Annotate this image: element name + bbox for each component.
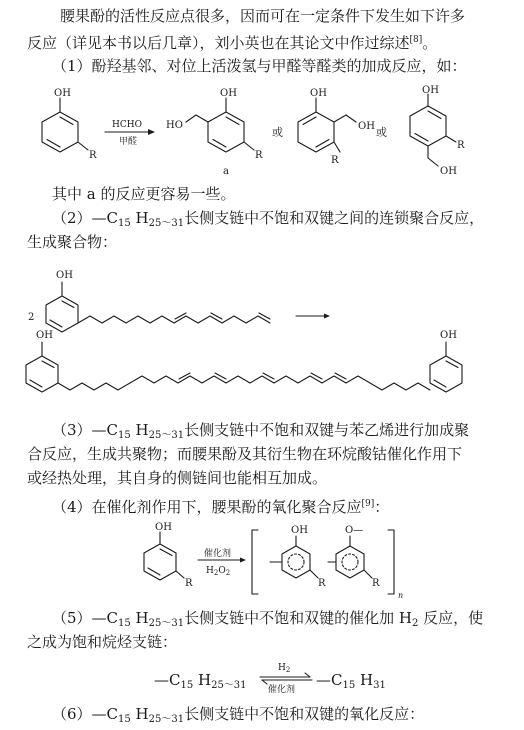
reactant-r-label: R	[89, 150, 97, 161]
reaction-arrow-1	[105, 120, 155, 147]
item-5-line-1	[52, 608, 483, 634]
polymer-unit-r2: R	[372, 578, 380, 589]
item-4-title	[52, 494, 389, 517]
figure-chain-polymerization	[0, 258, 524, 416]
item-4-text: （4）在催化剂作用下，腰果酚的氧化聚合反应	[52, 498, 362, 516]
hydrogenation-equation	[154, 660, 414, 696]
item-3-post: 长侧支链中不饱和双键与苯乙烯进行加成聚	[184, 421, 470, 439]
note-1-text: 其中 a 的反应更容易一些。	[52, 185, 236, 203]
item-2-text-2: 生成聚合物：	[27, 233, 118, 251]
product-c-r: R	[457, 140, 465, 151]
intro-line-1	[60, 6, 465, 26]
eq-h2-label: $H_2$	[278, 663, 291, 674]
item-5-line-2	[27, 632, 177, 652]
product-b-ch2oh: OH	[358, 121, 375, 132]
item-5-text-2: 之成为饱和烷烃支链：	[27, 633, 178, 651]
equilibrium-arrow	[256, 660, 316, 696]
item-3-h: H	[130, 421, 149, 439]
item-6-h: H	[130, 705, 149, 723]
oxidation-polymer	[252, 525, 403, 600]
monomer-cardanol	[28, 270, 330, 332]
item-5-pre: （5）—C	[52, 609, 119, 627]
item-5-h-sub: 25～31	[148, 618, 185, 629]
catalyst-label: 催化剂	[204, 549, 232, 559]
dimer-oh-left: OH	[36, 330, 53, 341]
or-word-2: 或	[376, 126, 387, 139]
item-3-line-2	[27, 444, 462, 464]
intro-line-2	[27, 30, 437, 53]
product-b-oh: OH	[310, 88, 327, 99]
item-1-title	[52, 56, 467, 76]
item-6-h-sub: 25～31	[148, 714, 185, 725]
reagent-hcho: HCHO	[112, 120, 142, 130]
product-a-oh: OH	[220, 88, 237, 99]
or-word-1: 或	[272, 126, 283, 139]
item-2-pre: （2）—C	[52, 209, 119, 227]
item-3-h-sub: 25～31	[148, 430, 185, 441]
item-2-line-2	[27, 232, 117, 252]
polymer-dimer	[26, 330, 462, 392]
item-6-pre: （6）—C	[52, 705, 119, 723]
citation-9: [9]	[361, 499, 375, 509]
product-a-r: R	[255, 150, 263, 161]
coefficient-2: 2	[28, 312, 35, 323]
item-5-post-a: 长侧支链中不饱和双键的催化加 H	[184, 609, 412, 627]
polymer-unit-ether: O—	[345, 525, 364, 536]
eq-left: $—C_{15}$ $H_{25\sim 31}$	[154, 671, 247, 691]
oxidation-reactant	[144, 522, 193, 589]
item-5-c-sub: 15	[118, 618, 131, 629]
oxidant-h2o2: $H_2O_2$	[206, 566, 231, 577]
item-1-text: （1）酚羟基邻、对位上活泼氢与甲醛等醛类的加成反应，如：	[52, 57, 467, 75]
product-a-label: a	[223, 166, 229, 177]
oxidation-reactant-oh: OH	[155, 522, 172, 533]
oxidation-arrow	[198, 547, 246, 577]
product-a	[166, 88, 263, 177]
polymer-unit-r1: R	[318, 578, 326, 589]
item-3-text-3: 或经热处理，其自身的侧链间也能相互加成。	[27, 469, 328, 487]
product-c-ch2oh: OH	[440, 166, 457, 177]
monomer-oh: OH	[56, 270, 73, 281]
item-2-line-1	[52, 208, 484, 234]
item-6-c-sub: 15	[118, 714, 131, 725]
item-6-line-1	[52, 704, 424, 730]
dimer-oh-right: OH	[440, 330, 457, 341]
item-2-c-sub: 15	[118, 218, 131, 229]
product-b	[298, 88, 375, 166]
item-5-post-b: 反应，使	[418, 609, 484, 627]
item-4-colon: ：	[374, 498, 390, 516]
product-a-ho: HO	[166, 120, 183, 131]
item-3-text-2: 合反应，生成共聚物；而腰果酚及其衍生物在环烷酸钴催化作用下	[27, 445, 463, 463]
item-3-line-1	[52, 420, 469, 446]
item-3-line-3	[27, 468, 327, 488]
intro-text-2: 反应（详见本书以后几章），刘小英也在其论文中作过综述	[27, 34, 410, 52]
polymer-unit-oh: OH	[291, 525, 308, 536]
item-2-h: H	[130, 209, 149, 227]
item-5-h2-sub: 2	[411, 618, 419, 629]
reactant-oh-label: OH	[54, 88, 71, 99]
citation-8: [8]	[409, 35, 423, 45]
intro-text-1: 腰果酚的活性反应点很多，因而可在一定条件下发生如下许多	[60, 7, 466, 25]
item-6-post: 长侧支链中不饱和双键的氧化反应：	[184, 705, 425, 723]
item-2-h-sub: 25～31	[148, 218, 185, 229]
eq-catalyst-label: 催化剂	[268, 685, 296, 695]
figure-formaldehyde-addition	[0, 84, 524, 180]
item-5-h: H	[130, 609, 149, 627]
product-b-r: R	[331, 155, 339, 166]
item-3-pre: （3）—C	[52, 421, 119, 439]
note-1	[52, 184, 235, 204]
product-c-oh: OH	[422, 85, 439, 96]
oxidation-reactant-r: R	[185, 578, 193, 589]
intro-period: 。	[422, 34, 438, 52]
figure-oxidative-polymerization	[0, 520, 524, 604]
product-c	[410, 85, 465, 177]
degree-n: n	[398, 591, 404, 600]
reactant-cardanol	[42, 88, 97, 161]
eq-right: $—C_{15}$ $H_{31}$	[316, 671, 386, 691]
item-3-c-sub: 15	[118, 430, 131, 441]
reagent-formaldehyde-cn: 甲醛	[119, 137, 138, 147]
item-2-post: 长侧支链中不饱和双键之间的连锁聚合反应，	[184, 209, 485, 227]
